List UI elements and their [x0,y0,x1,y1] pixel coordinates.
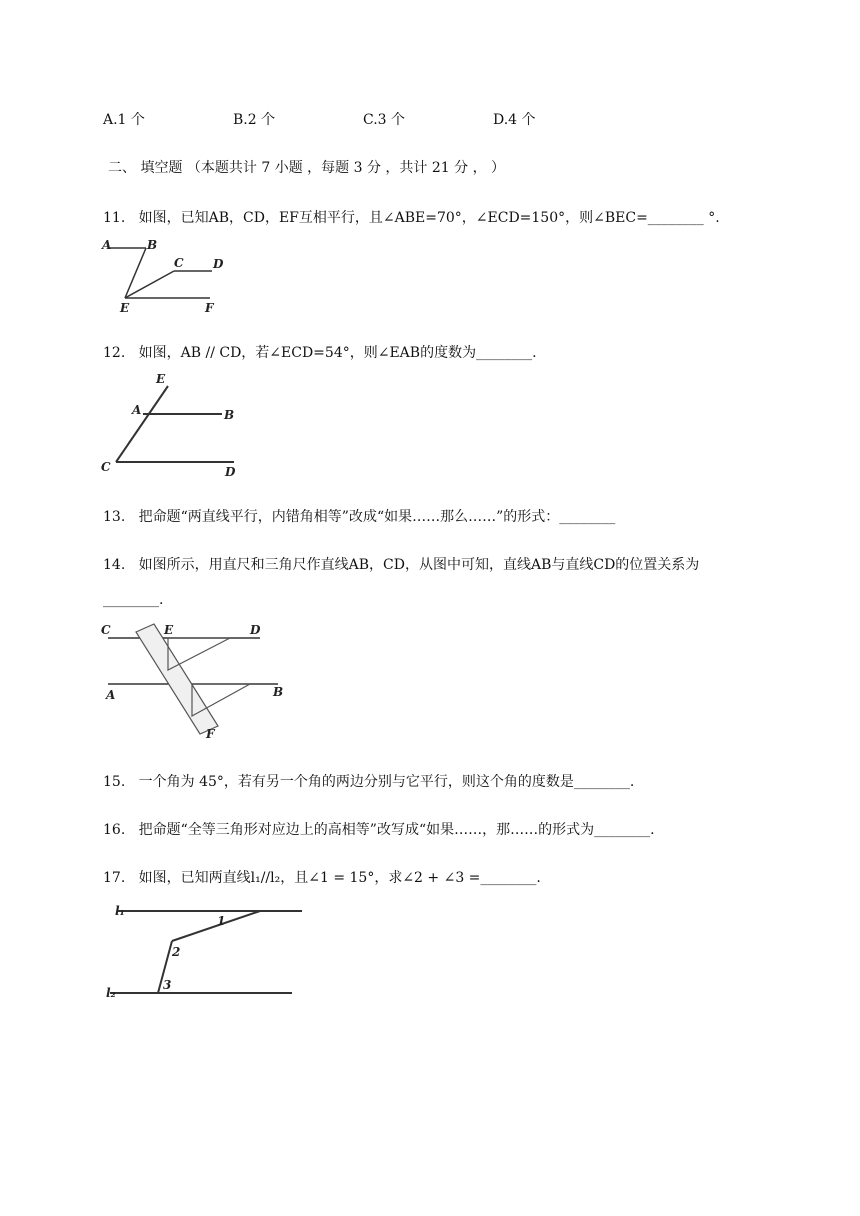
question-text: 如图，AB // CD，若∠ECD=54°，则∠EAB的度数为________. [138,345,537,361]
question-number: 13. [103,509,126,525]
question-12 [103,343,537,363]
label-e: E [156,372,166,386]
question-text: 如图所示，用直尺和三角尺作直线AB，CD，从图中可知，直线AB与直线CD的位置关系为 [138,557,700,573]
question-13 [103,507,615,527]
question-number: 14. [103,557,126,573]
question-14 [103,555,699,575]
label-d: D [213,257,224,271]
label-c: C [101,460,111,474]
choice-c: C.3 个 [363,112,406,128]
label-l2: l₂ [106,986,116,1000]
question-11 [103,208,720,228]
question-text: 如图，已知两直线l₁//l₂，且∠1 = 15°，求∠2 + ∠3 =________. [138,870,541,886]
label-b: B [147,240,158,252]
question-17 [103,868,541,888]
label-d: D [225,465,236,479]
question-number: 16. [103,822,126,838]
label-a: A [106,688,116,702]
section-header: 二、 填空题 （本题共计 7 小题 ，每题 3 分 ，共计 21 分 ， ） [108,160,506,176]
question-text: 如图，已知AB，CD，EF互相平行，且∠ABE=70°，∠ECD=150°，则∠BEC=________ °. [138,210,720,226]
label-a: A [102,240,112,252]
question-15 [103,772,634,792]
label-b: B [224,408,235,422]
question-number: 17. [103,870,126,886]
label-l1: l₁ [115,904,125,918]
label-e: E [120,301,130,315]
question-number: 12. [103,345,126,361]
figure-q12 [100,368,245,480]
label-a: A [132,403,142,417]
question-16 [103,820,655,840]
label-angle-1: 1 [217,914,226,928]
question-number: 11. [103,210,126,226]
label-b: B [273,685,284,699]
choice-b: B.2 个 [233,112,276,128]
label-angle-2: 2 [172,945,181,959]
figure-q17 [100,898,315,1003]
label-f: F [206,727,215,741]
question-14-continuation: ________. [103,592,164,608]
figure-q11 [100,240,225,315]
question-text: 一个角为 45°，若有另一个角的两边分别与它平行，则这个角的度数是________. [138,774,635,790]
choice-a: A.1 个 [103,112,145,128]
label-c: C [174,256,184,270]
question-text: 把命题“全等三角形对应边上的高相等”改写成“如果……，那……的形式为________. [138,822,655,838]
label-f: F [205,301,214,315]
label-c: C [101,623,111,637]
label-d: D [250,623,261,637]
question-text: 把命题“两直线平行，内错角相等”改成“如果……那么……”的形式：________ [138,509,616,525]
choice-d: D.4 个 [493,112,536,128]
question-number: 15. [103,774,126,790]
label-e: E [164,623,174,637]
label-angle-3: 3 [163,978,172,992]
figure-q14 [100,618,295,743]
